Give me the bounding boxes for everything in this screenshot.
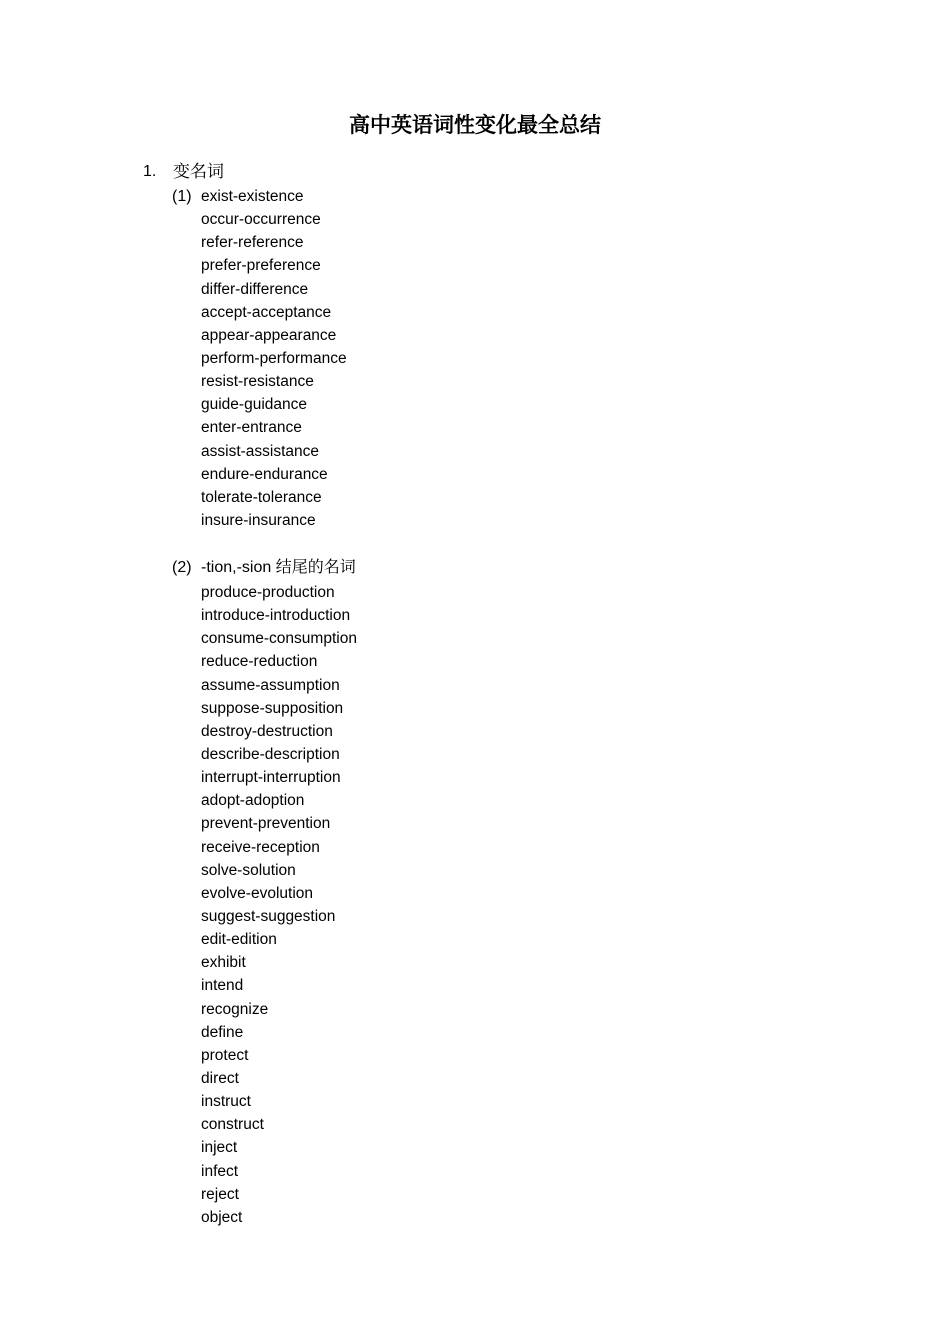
subsection-2-label: (2) <box>172 559 192 576</box>
list-item: destroy-destruction <box>201 722 333 740</box>
list-item: construct <box>201 1116 264 1134</box>
list-item: define <box>201 1023 244 1041</box>
list-item: infect <box>201 1162 239 1180</box>
list-item: instruct <box>201 1093 251 1111</box>
section-title: 变名词 <box>173 162 224 181</box>
list-item: perform-performance <box>201 349 347 367</box>
list-item: assume-assumption <box>201 676 340 694</box>
list-item: reject <box>201 1185 239 1203</box>
list-item: enter-entrance <box>201 419 302 437</box>
list-item: accept-acceptance <box>201 303 332 321</box>
list-item: exhibit <box>201 954 246 972</box>
subsection-2-word-list <box>201 581 357 1229</box>
list-item: object <box>201 1208 243 1226</box>
list-item: introduce-introduction <box>201 607 351 625</box>
list-item: protect <box>201 1046 249 1064</box>
list-item: prevent-prevention <box>201 815 331 833</box>
list-item: evolve-evolution <box>201 884 314 902</box>
list-item: consume-consumption <box>201 630 357 648</box>
subsection-2-heading: -tion,-sion 结尾的名词 <box>201 559 356 576</box>
list-item: adopt-adoption <box>201 792 305 810</box>
list-item: suggest-suggestion <box>201 907 336 925</box>
list-item: resist-resistance <box>201 373 314 391</box>
list-item: prefer-preference <box>201 257 321 275</box>
subsection-1-label: (1) <box>172 188 192 205</box>
list-item: direct <box>201 1069 239 1087</box>
list-item: intend <box>201 977 244 995</box>
page-title: 高中英语词性变化最全总结 <box>349 114 601 137</box>
list-item: exist-existence <box>201 188 304 205</box>
list-item: differ-difference <box>201 280 309 298</box>
list-item: insure-insurance <box>201 511 316 529</box>
list-item: suppose-supposition <box>201 699 344 717</box>
list-item: recognize <box>201 1000 269 1018</box>
list-item: appear-appearance <box>201 326 337 344</box>
list-item: receive-reception <box>201 838 320 856</box>
list-item: refer-reference <box>201 234 304 252</box>
list-item: guide-guidance <box>201 396 308 414</box>
list-item: interrupt-interruption <box>201 769 341 787</box>
list-item: solve-solution <box>201 861 296 879</box>
section-number: 1. <box>143 163 157 180</box>
list-item: reduce-reduction <box>201 653 318 671</box>
list-item: describe-description <box>201 745 340 763</box>
list-item: endure-endurance <box>201 465 328 483</box>
list-item: inject <box>201 1139 238 1157</box>
list-item: tolerate-tolerance <box>201 488 322 506</box>
list-item: edit-edition <box>201 931 277 949</box>
list-item: assist-assistance <box>201 442 320 460</box>
list-item: produce-production <box>201 584 335 601</box>
list-item: occur-occurrence <box>201 211 321 229</box>
subsection-1-word-list <box>201 185 347 532</box>
